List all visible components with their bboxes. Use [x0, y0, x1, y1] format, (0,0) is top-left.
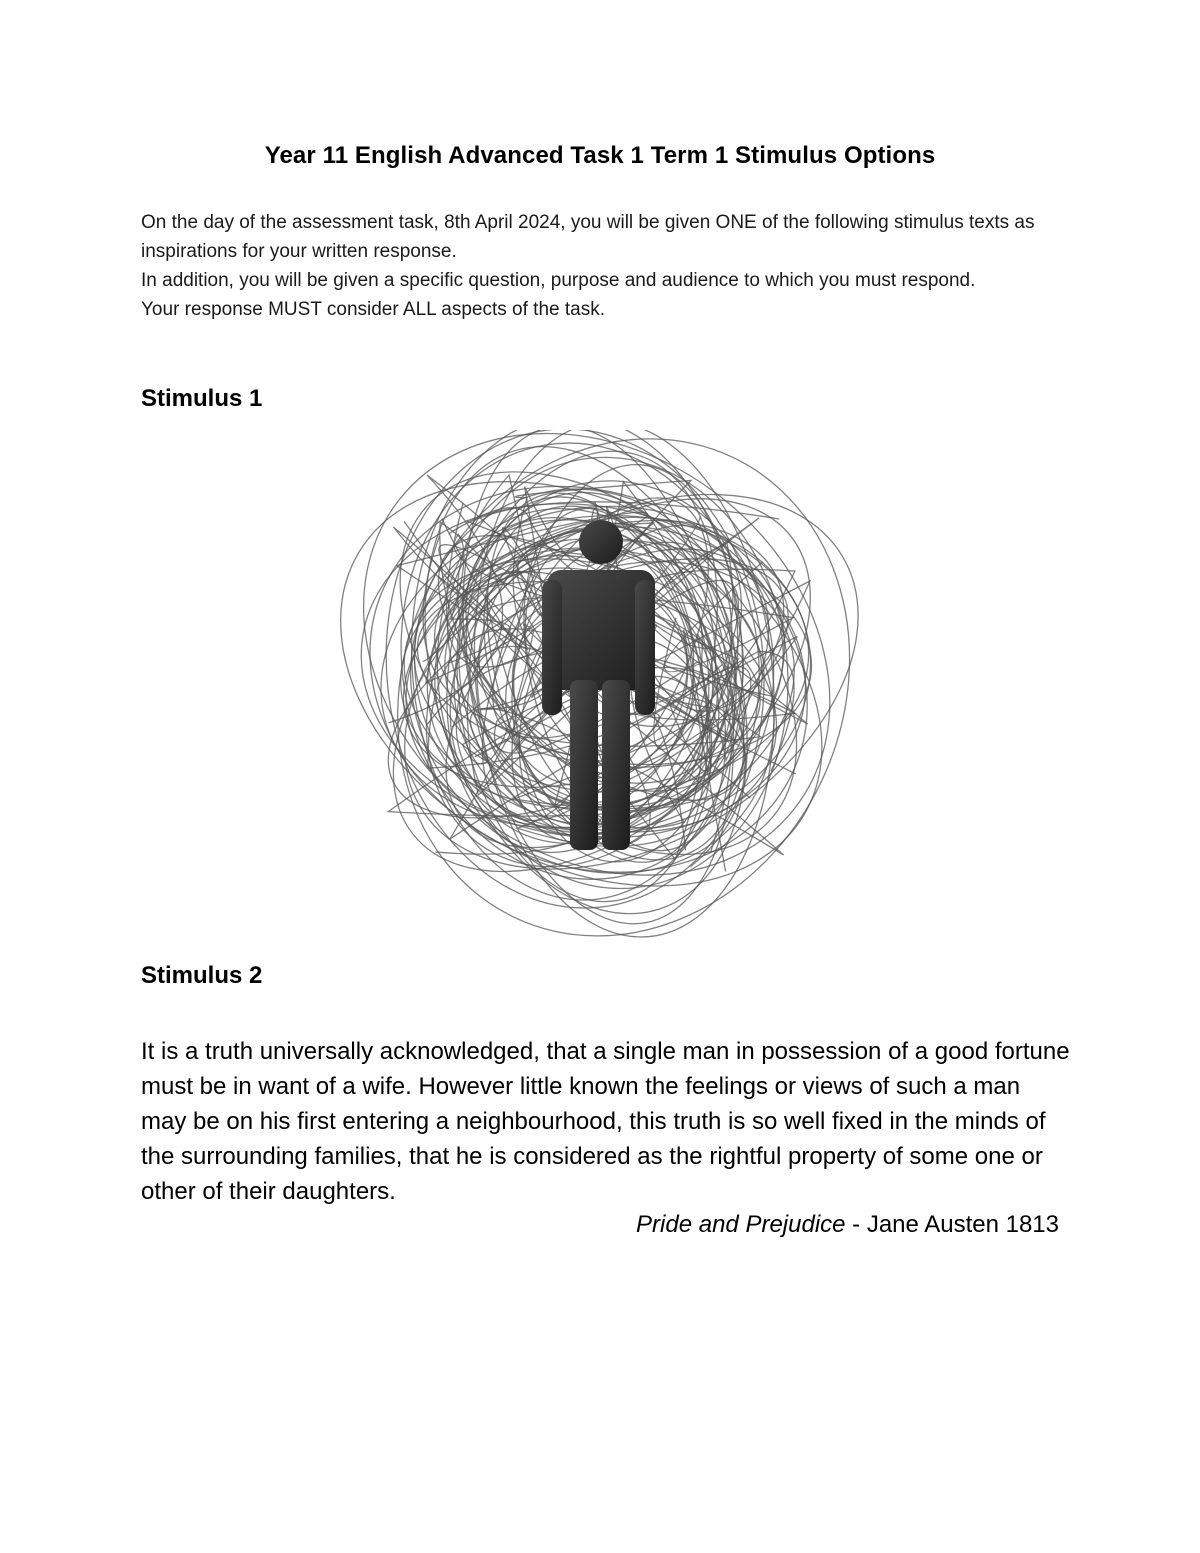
page-title: Year 11 English Advanced Task 1 Term 1 Stimulus Options — [264, 142, 936, 169]
stick-figure-in-scribble-icon — [330, 430, 875, 940]
quote-citation — [141, 1207, 1059, 1242]
stimulus-2-heading: Stimulus 2 — [141, 962, 263, 989]
intro-paragraph-1: On the day of the assessment task, 8th April 2024, you will be given ONE of the following stimulus texts as inspirations for your written response. — [141, 212, 1035, 262]
citation-title: Pride and Prejudice — [636, 1211, 846, 1238]
intro-paragraph-3: Your response MUST consider ALL aspects of the task. — [141, 299, 605, 320]
stimulus-2-quote: It is a truth universally acknowledged, that a single man in possession of a good fortune must be in want of a wife. However little known the feelings or views of such a man may be on his first entering a neighbourhood, this truth is so well fixed in the minds of the surrounding families, that he is considered as the rightful property of some one or other of their daughters. — [141, 1038, 1070, 1205]
citation-author: Jane Austen 1813 — [866, 1211, 1059, 1238]
intro-text — [141, 208, 1041, 324]
citation-separator: - — [845, 1211, 867, 1238]
stimulus-1-heading: Stimulus 1 — [141, 385, 263, 412]
stimulus-1-image — [330, 430, 875, 940]
intro-paragraph-2: In addition, you will be given a specific question, purpose and audience to which you must respond. — [141, 270, 976, 291]
